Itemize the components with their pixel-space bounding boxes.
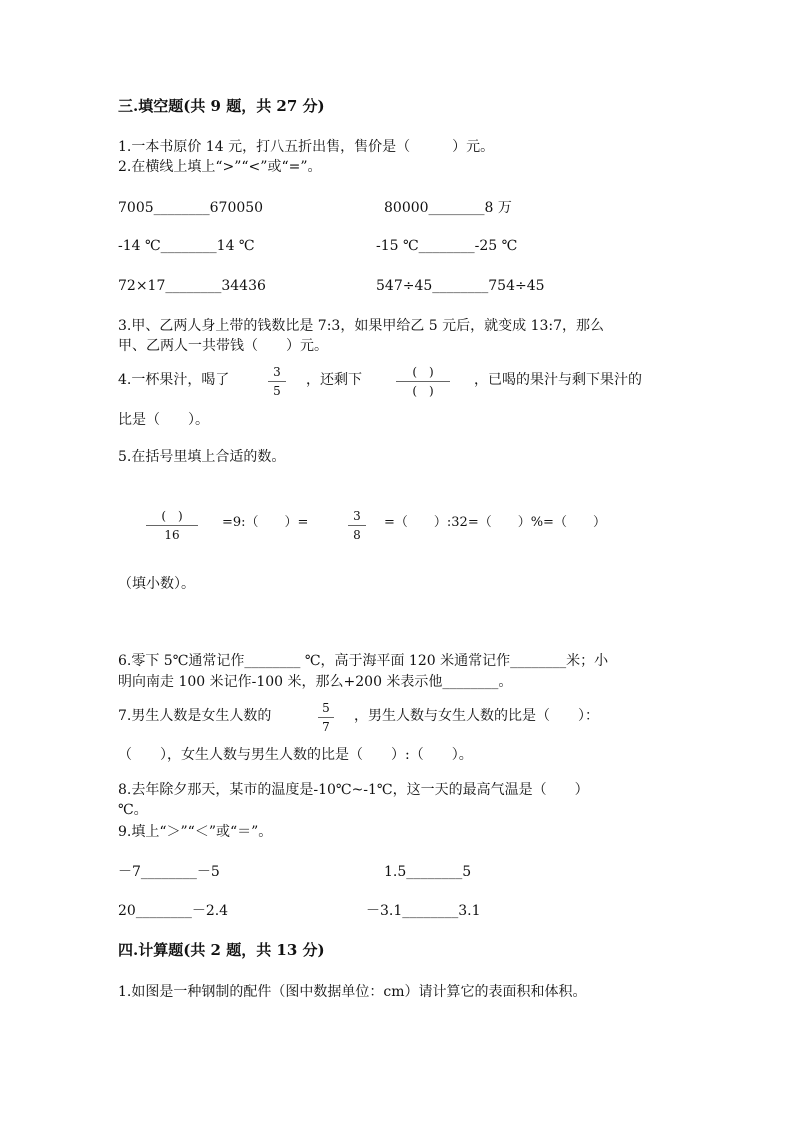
q9-row2-left: 20________－2.4 (118, 903, 229, 919)
q2-row2-left: -14 ℃________14 ℃ (118, 238, 255, 254)
fraction-bar (146, 525, 198, 526)
question-7-part2: ，男生人数与女生人数的比是（ ）： (354, 708, 599, 724)
fraction-denominator: 16 (164, 528, 180, 542)
fraction-numerator: 5 (322, 701, 330, 715)
fraction-bar (318, 717, 334, 718)
q2-row2-right: -15 ℃________-25 ℃ (376, 238, 518, 254)
fraction-denominator: 8 (353, 528, 361, 542)
q9-row1-right: 1.5________5 (384, 864, 472, 880)
q2-row1-left: 7005________670050 (118, 200, 264, 216)
question-9-title: 9.填上“＞”“＜”或“＝”。 (118, 824, 273, 840)
question-7-part1: 7.男生人数是女生人数的 (118, 708, 272, 724)
question-5-equation-part1: =9:（ ）= (222, 515, 309, 530)
fraction-three-eighths (348, 508, 366, 543)
fraction-five-sevenths (318, 700, 334, 735)
fraction-denominator: ( ) (412, 384, 434, 398)
fraction-numerator: 3 (273, 365, 281, 379)
question-4-part1: 4.一杯果汁，喝了 (118, 372, 230, 388)
question-5-equation-part2: =（ ）:32=（ ）%=（ ） (384, 515, 606, 530)
section-heading-fill-blank: 三.填空题(共 9 题，共 27 分) (118, 97, 325, 115)
fraction-bar (396, 381, 450, 382)
q9-row2-right: －3.1________3.1 (366, 903, 481, 919)
question-1: 1.一本书原价 14 元，打八五折出售，售价是（ ）元。 (118, 139, 495, 155)
question-4-part2: ，还剩下 (306, 372, 362, 388)
question-8-line1: 8.去年除夕那天，某市的温度是-10℃~-1℃，这一天的最高气温是（ ） (118, 782, 589, 798)
fraction-denominator: 7 (322, 720, 330, 734)
question-4-line2: 比是（ ）。 (118, 412, 209, 428)
question-6-line2: 明向南走 100 米记作-100 米，那么+200 米表示他________。 (118, 674, 513, 690)
q9-row1-left: －7________－5 (118, 864, 220, 880)
fraction-numerator: ( ) (161, 509, 183, 523)
question-7-line2: （ ），女生人数与男生人数的比是（ ）:（ ）。 (118, 747, 473, 763)
fraction-bar (268, 381, 286, 382)
question-5-title: 5.在括号里填上合适的数。 (118, 449, 286, 465)
calculation-question-1: 1.如图是一种钢制的配件（图中数据单位：cm）请计算它的表面积和体积。 (118, 984, 587, 1000)
fraction-denominator: 5 (273, 384, 281, 398)
section-heading-calculation: 四.计算题(共 2 题，共 13 分) (118, 941, 325, 959)
q2-row1-right: 80000________8 万 (384, 200, 512, 216)
q2-row3-right: 547÷45________754÷45 (376, 278, 545, 294)
question-6-line1: 6.零下 5℃通常记作________ ℃，高于海平面 120 米通常记作________米；小 (118, 653, 609, 669)
fraction-blank-remaining (396, 364, 450, 399)
fraction-blank-over-16 (146, 508, 198, 543)
fraction-numerator: ( ) (412, 365, 434, 379)
question-5-note: （填小数）。 (118, 576, 195, 592)
fraction-bar (348, 525, 366, 526)
question-4-part3: ，已喝的果汁与剩下果汁的 (474, 372, 642, 388)
q2-row3-left: 72×17________34436 (118, 278, 266, 294)
fraction-three-fifths (268, 364, 286, 399)
question-8-line2: ℃。 (118, 802, 148, 818)
question-3-line1: 3.甲、乙两人身上带的钱数比是 7:3，如果甲给乙 5 元后，就变成 13:7，那么 (118, 318, 605, 334)
question-3-line2: 甲、乙两人一共带钱（ ）元。 (118, 338, 328, 354)
fraction-numerator: 3 (353, 509, 361, 523)
question-2-title: 2.在横线上填上“>”“<”或“=”。 (118, 159, 322, 175)
